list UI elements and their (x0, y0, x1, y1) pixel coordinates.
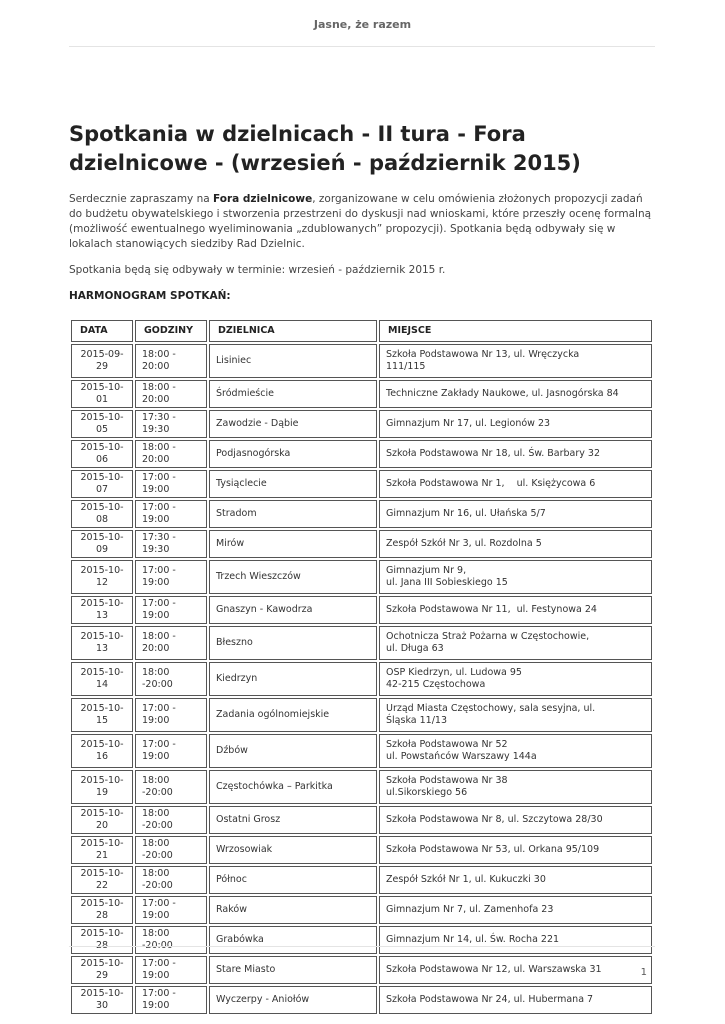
table-row (71, 956, 652, 984)
cell-date: 2015-10-06 (71, 440, 133, 468)
table-row (71, 626, 652, 660)
cell-district: Lisiniec (209, 344, 377, 378)
cell-date: 2015-10-01 (71, 380, 133, 408)
cell-hours: 18:00 -20:00 (135, 836, 207, 864)
cell-place (379, 662, 652, 696)
cell-district: Stare Miasto (209, 956, 377, 984)
cell-date: 2015-10-09 (71, 530, 133, 558)
cell-date: 2015-10-22 (71, 866, 133, 894)
place-line: 42-215 Częstochowa (386, 679, 486, 690)
cell-hours: 17:00 - 19:00 (135, 560, 207, 594)
cell-hours: 18:00 - 20:00 (135, 440, 207, 468)
place-line: 111/115 (386, 361, 426, 372)
table-row (71, 926, 652, 954)
place-line: Gimnazjum Nr 7, ul. Zamenhofa 23 (386, 904, 554, 915)
cell-place (379, 530, 652, 558)
place-line: Szkoła Podstawowa Nr 38 (386, 775, 508, 786)
cell-place (379, 500, 652, 528)
place-line: Szkoła Podstawowa Nr 1, ul. Księżycowa 6 (386, 478, 596, 489)
place-line: Szkoła Podstawowa Nr 53, ul. Orkana 95/109 (386, 844, 600, 855)
cell-place (379, 986, 652, 1014)
cell-hours: 18:00 -20:00 (135, 806, 207, 834)
place-line: Ochotnicza Straż Pożarna w Częstochowie, (386, 631, 590, 642)
cell-hours: 17:00 - 19:00 (135, 596, 207, 624)
cell-date: 2015-10-30 (71, 986, 133, 1014)
cell-hours: 18:00 -20:00 (135, 866, 207, 894)
table-row (71, 806, 652, 834)
table-row (71, 500, 652, 528)
cell-date: 2015-10-29 (71, 956, 133, 984)
cell-date: 2015-10-12 (71, 560, 133, 594)
column-header-district: DZIELNICA (209, 320, 377, 342)
site-header-title: Jasne, że razem (313, 18, 412, 31)
column-header-date: DATA (71, 320, 133, 342)
cell-place (379, 440, 652, 468)
table-row (71, 440, 652, 468)
table-row (71, 770, 652, 804)
cell-place (379, 626, 652, 660)
table-row (71, 866, 652, 894)
place-line: Szkoła Podstawowa Nr 13, ul. Wręczycka (386, 349, 580, 360)
intro-paragraph (69, 192, 655, 252)
table-row (71, 530, 652, 558)
cell-hours: 18:00 - 20:00 (135, 626, 207, 660)
cell-hours: 17:00 - 19:00 (135, 986, 207, 1014)
place-line: Szkoła Podstawowa Nr 52 (386, 739, 508, 750)
cell-place (379, 560, 652, 594)
place-line: Szkoła Podstawowa Nr 12, ul. Warszawska 31 (386, 964, 602, 975)
place-line: ul. Jana III Sobieskiego 15 (386, 577, 508, 588)
cell-date: 2015-10-21 (71, 836, 133, 864)
table-row (71, 344, 652, 378)
place-line: ul. Długa 63 (386, 643, 444, 654)
table-row (71, 596, 652, 624)
place-line: Gimnazjum Nr 9, (386, 565, 467, 576)
place-line: Śląska 11/13 (386, 715, 447, 726)
cell-hours: 18:00 (135, 926, 207, 954)
cell-district: Ostatni Grosz (209, 806, 377, 834)
cell-hours: 17:00 - 19:00 (135, 956, 207, 984)
cell-place (379, 470, 652, 498)
cell-date: 2015-10-08 (71, 500, 133, 528)
cell-place (379, 956, 652, 984)
table-header-row (71, 320, 652, 342)
cell-district: Wrzosowiak (209, 836, 377, 864)
cell-date: 2015-10-13 (71, 626, 133, 660)
place-line: Zespół Szkół Nr 3, ul. Rozdolna 5 (386, 538, 542, 549)
page-number: 1 (640, 967, 647, 978)
place-line: Techniczne Zakłady Naukowe, ul. Jasnogórska 84 (386, 388, 619, 399)
cell-date: 2015-10-20 (71, 806, 133, 834)
cell-district: Wyczerpy - Aniołów (209, 986, 377, 1014)
cell-place (379, 734, 652, 768)
place-line: ul. Powstańców Warszawy 144a (386, 751, 537, 762)
intro-bold-term: Fora dzielnicowe (213, 193, 313, 205)
table-row (71, 734, 652, 768)
intro-rest: , zorganizowane w celu omówienia złożonych propozycji zadań do budżetu obywatelskiego i stworzenia przestrzeni do dyskusji nad wnioskami, które przeszły ocenę formalną (możliwość ewentualnego wyeliminowania „zdublowanych” propozycji). Spotkania będą odbywały się w lokalach stanowiących siedziby Rad Dzielnic. (69, 193, 652, 250)
place-line: Szkoła Podstawowa Nr 11, ul. Festynowa 24 (386, 604, 597, 615)
cell-district: Kiedrzyn (209, 662, 377, 696)
cell-district: Błeszno (209, 626, 377, 660)
cell-district: Stradom (209, 500, 377, 528)
page-title: Spotkania w dzielnicach - II tura - Fora dzielnicowe - (wrzesień - październik 2015) (69, 122, 581, 175)
place-line: Gimnazjum Nr 14, ul. Św. Rocha 221 (386, 934, 560, 945)
table-row (71, 410, 652, 438)
cell-district: Śródmieście (209, 380, 377, 408)
cell-hours: 17:00 - 19:00 (135, 734, 207, 768)
cell-district: Raków (209, 896, 377, 924)
cell-hours: 17:30 - 19:30 (135, 530, 207, 558)
cell-place (379, 836, 652, 864)
place-line: Szkoła Podstawowa Nr 8, ul. Szczytowa 28/30 (386, 814, 603, 825)
table-row (71, 470, 652, 498)
cell-date: 2015-09-29 (71, 344, 133, 378)
cell-hours: 18:00 -20:00 (135, 662, 207, 696)
cell-district: Północ (209, 866, 377, 894)
cell-date: 2015-10-19 (71, 770, 133, 804)
cell-district: Gnaszyn - Kawodrza (209, 596, 377, 624)
cell-district: Zawodzie - Dąbie (209, 410, 377, 438)
cell-district: Trzech Wieszczów (209, 560, 377, 594)
cell-date: 2015-10-13 (71, 596, 133, 624)
cell-hours: 17:00 - 19:00 (135, 470, 207, 498)
cell-hours: 17:00 - 19:00 (135, 500, 207, 528)
cell-place (379, 896, 652, 924)
cell-district: Tysiąclecie (209, 470, 377, 498)
place-line: ul.Sikorskiego 56 (386, 787, 468, 798)
table-row (71, 380, 652, 408)
intro-prefix: Serdecznie zapraszamy na (69, 193, 214, 205)
cell-date: 2015-10-05 (71, 410, 133, 438)
place-line: Gimnazjum Nr 16, ul. Ułańska 5/7 (386, 508, 546, 519)
cell-place (379, 380, 652, 408)
header-divider (69, 46, 655, 47)
cell-place (379, 698, 652, 732)
cell-date: 2015-10-15 (71, 698, 133, 732)
schedule-table (69, 318, 654, 1016)
place-line: Zespół Szkół Nr 1, ul. Kukuczki 30 (386, 874, 546, 885)
column-header-hours: GODZINY (135, 320, 207, 342)
cell-date: 2015-10- (71, 926, 133, 954)
footer-divider (69, 946, 655, 947)
cell-place (379, 806, 652, 834)
cell-district: Częstochówka – Parkitka (209, 770, 377, 804)
cell-place (379, 926, 652, 954)
cell-place (379, 866, 652, 894)
column-header-place: MIEJSCE (379, 320, 652, 342)
cell-hours: 18:00 - 20:00 (135, 344, 207, 378)
cell-hours: 18:00 - 20:00 (135, 380, 207, 408)
table-row (71, 836, 652, 864)
place-line: Szkoła Podstawowa Nr 18, ul. Św. Barbary 32 (386, 448, 601, 459)
place-line: Szkoła Podstawowa Nr 24, ul. Hubermana 7 (386, 994, 594, 1005)
table-row (71, 662, 652, 696)
cell-hours: 17:00 - 19:00 (135, 896, 207, 924)
meeting-term: Spotkania będą się odbywały w terminie: wrzesień - październik 2015 r. (69, 264, 446, 276)
schedule-table-body (71, 344, 652, 1014)
cell-place (379, 344, 652, 378)
place-line: OSP Kiedrzyn, ul. Ludowa 95 (386, 667, 522, 678)
cell-district: Mirów (209, 530, 377, 558)
place-line: Gimnazjum Nr 17, ul. Legionów 23 (386, 418, 551, 429)
cell-hours: 17:00 - 19:00 (135, 698, 207, 732)
table-row (71, 698, 652, 732)
cell-place (379, 410, 652, 438)
cell-district: Grabówka (209, 926, 377, 954)
cell-date: 2015-10-16 (71, 734, 133, 768)
cell-district: Zadania ogólnomiejskie (209, 698, 377, 732)
cell-district: Dźbów (209, 734, 377, 768)
table-row (71, 986, 652, 1014)
cell-place (379, 770, 652, 804)
cell-place (379, 596, 652, 624)
table-row (71, 560, 652, 594)
cell-date: 2015-10-28 (71, 896, 133, 924)
cell-hours: 18:00 -20:00 (135, 770, 207, 804)
cell-date: 2015-10-07 (71, 470, 133, 498)
cell-hours: 17:30 - 19:30 (135, 410, 207, 438)
place-line: Urząd Miasta Częstochowy, sala sesyjna, ul. (386, 703, 596, 714)
cell-district: Podjasnogórska (209, 440, 377, 468)
cell-date: 2015-10-14 (71, 662, 133, 696)
schedule-heading: HARMONOGRAM SPOTKAŃ: (69, 290, 231, 302)
table-row (71, 896, 652, 924)
